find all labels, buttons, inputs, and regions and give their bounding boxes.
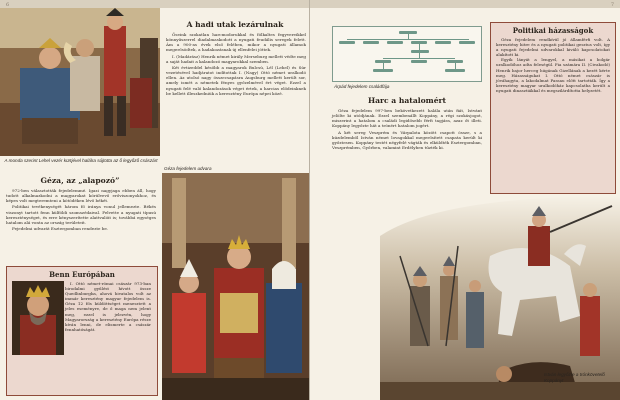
benn-europaban-title: Benn Európában: [49, 270, 115, 279]
middle-caption: Géza fejedelem udvara: [164, 166, 212, 171]
tree-node: [411, 60, 427, 63]
hadi-utak-text: [166, 32, 306, 97]
geza-paragraph: Fejedelmi udvarát Esztergomban rendezte be.: [12, 226, 109, 232]
hadi-paragraph: I. (Madárász) Henrik német király Merseburg mellett védte meg a saját hadait a kalandozó magyarokkal szemben.: [166, 53, 306, 64]
battle-caption: István legyőzte a trónkövetelő Koppányt: [544, 372, 605, 383]
harc-paragraph: A két sereg Veszprém és Várpalota között csapott össze, s a küzdelemből István német lovagokkal megerősített csapata került ki győztesen. Koppány testét négyfelé vágták és elküldték Esztergomban, Veszprémben, Győrben, valamint Erdélyben tűzték ki.: [332, 129, 482, 151]
politikai-paragraph: Egyik lányát a lengyel, a másikat a bolgár uralkodóhoz adta feleségül. Fia számára II. (Civakodó) Henrik bajor herceg húgának Gizellának a kezét kérte meg. Házasságukat I. Ottó német császár is jóváhagyta, a lakodalmat Passau előtt tartották. Így a keresztény magyar uralkodóház kapcsolatba került a nyugati dinasztiákkal és megszilárdította helyzetét.: [496, 57, 610, 93]
arpad-family-tree: [332, 26, 482, 82]
tree-caption: Árpád fejedelem családfája: [334, 84, 390, 89]
geza-heading: Géza, az „alapozó”: [40, 176, 120, 185]
politikai-text: [491, 35, 615, 95]
hadi-utak-heading: A hadi utak lezárulnak: [186, 20, 284, 29]
harc-paragraph: Géza fejedelem 997-ben bekövetkezett halála után fiát, Istvánt jelölte ki utódjának. Ezzel szembenállt Koppány, a régi szokásjogot, miszerint a hatalom a családi legidősebb férfi tagjára, azaz őt illeti. Koppány legyőzte hát a trónért hatalom jogért.: [332, 108, 482, 129]
politikai-paragraph: Géza fejedelem rendkívül jó államférfi volt. A keresztény hitre és a nyugati politikai gesztus volt, így a nyugati fejedelmi udvarokkal kiváló kapcsolatokat alakított ki.: [496, 37, 610, 58]
page-number-left: 6: [6, 2, 10, 8]
tree-node: [363, 41, 379, 44]
benn-paragraph: I. Ottó német-római császár 973-ban birodalmi gyűlést hívott össze Quedlinburgba, ahová hivatalos volt az immár keresztény magyar fejedelem is. Géza 12 fős küldöttséget menesztett a jeles eseményre, de ő maga nem jelent meg, ezzel is jelezvén, hogy Magyarország a keresztény Európa része kíván lenni, de elismerte a császár fennhatóságát.: [65, 281, 151, 332]
tree-line: [383, 58, 455, 59]
lehel-painting: [0, 8, 160, 156]
top-left-caption: A monda szerint Lehel vezér kürtjével halálra sújtotta az ő legyőző császárt: [4, 158, 158, 163]
geza-text: [6, 188, 156, 232]
tree-line: [347, 39, 469, 40]
tree-node: [387, 41, 403, 44]
page-number-right: 7: [610, 2, 614, 8]
tree-node: [445, 69, 465, 72]
page-top-band: [310, 0, 620, 8]
benn-europaban-box: [6, 266, 158, 396]
hadi-paragraph: Két évtizeddel később a magyarok Bulcsú, Lél (Lehel) és Súr vezetésével hadjáratot indítottak I. (Nagy) Ottó német uralkodó ellen. Az utolsó nagy összecsapásra Augsburg mellett került sor, amely ismét a németek fényes győzelmével ért véget. Ezzel a nyugati felé való kalandozások véget értek, a harcias elődeinknek be kellett illeszkedniük a keresztény Európa népei közé.: [166, 64, 306, 96]
right-page: [310, 0, 620, 400]
harc-text: [332, 108, 482, 151]
tree-node: [459, 41, 475, 44]
hadi-paragraph: Öseink szokatlan harcmodorukkal és fölkaltes fegyvereikkel könnyűszerrel diadalmaskodott a nyugati feudális seregek felett. Ám a 900-as évek első felében, mikor a nyugati államok megerősödtek, a hadakozásnak új ellenfelei jöttek.: [166, 32, 306, 53]
geza-paragraph: Politikai tevékenységét három fő iránya vonul jellemezte. Békés viszonyt tartott fenn külföldi szomszédaival. Felvette a nyugati típusú kereszténységet, és erre kényszerítette alattvalóit is; továbbá egységes hatalom alá vonta az ország területeit.: [6, 204, 156, 225]
king-portrait: [12, 281, 64, 355]
tree-node: [373, 69, 393, 72]
tree-node: [411, 50, 429, 53]
tree-node: [435, 41, 451, 44]
tree-node: [339, 41, 355, 44]
harc-heading: Harc a hatalomért: [367, 96, 447, 105]
benn-europaban-text: [65, 281, 151, 332]
politikai-hazassagok-box: [490, 22, 616, 194]
geza-court-painting: [162, 173, 310, 400]
page-top-band: [0, 0, 309, 8]
politikai-title: Politikai házasságok: [512, 26, 594, 35]
geza-paragraph: 972-ben választották fejedelemmé. Igazi nagyjaga ebben áll, hogy tudott alkalmazkodni a magyarokat körülvevő erőviszonyokhoz, és képes volt megteremteni a kötödéken lévő békét.: [6, 188, 156, 204]
battle-painting: [380, 196, 620, 400]
